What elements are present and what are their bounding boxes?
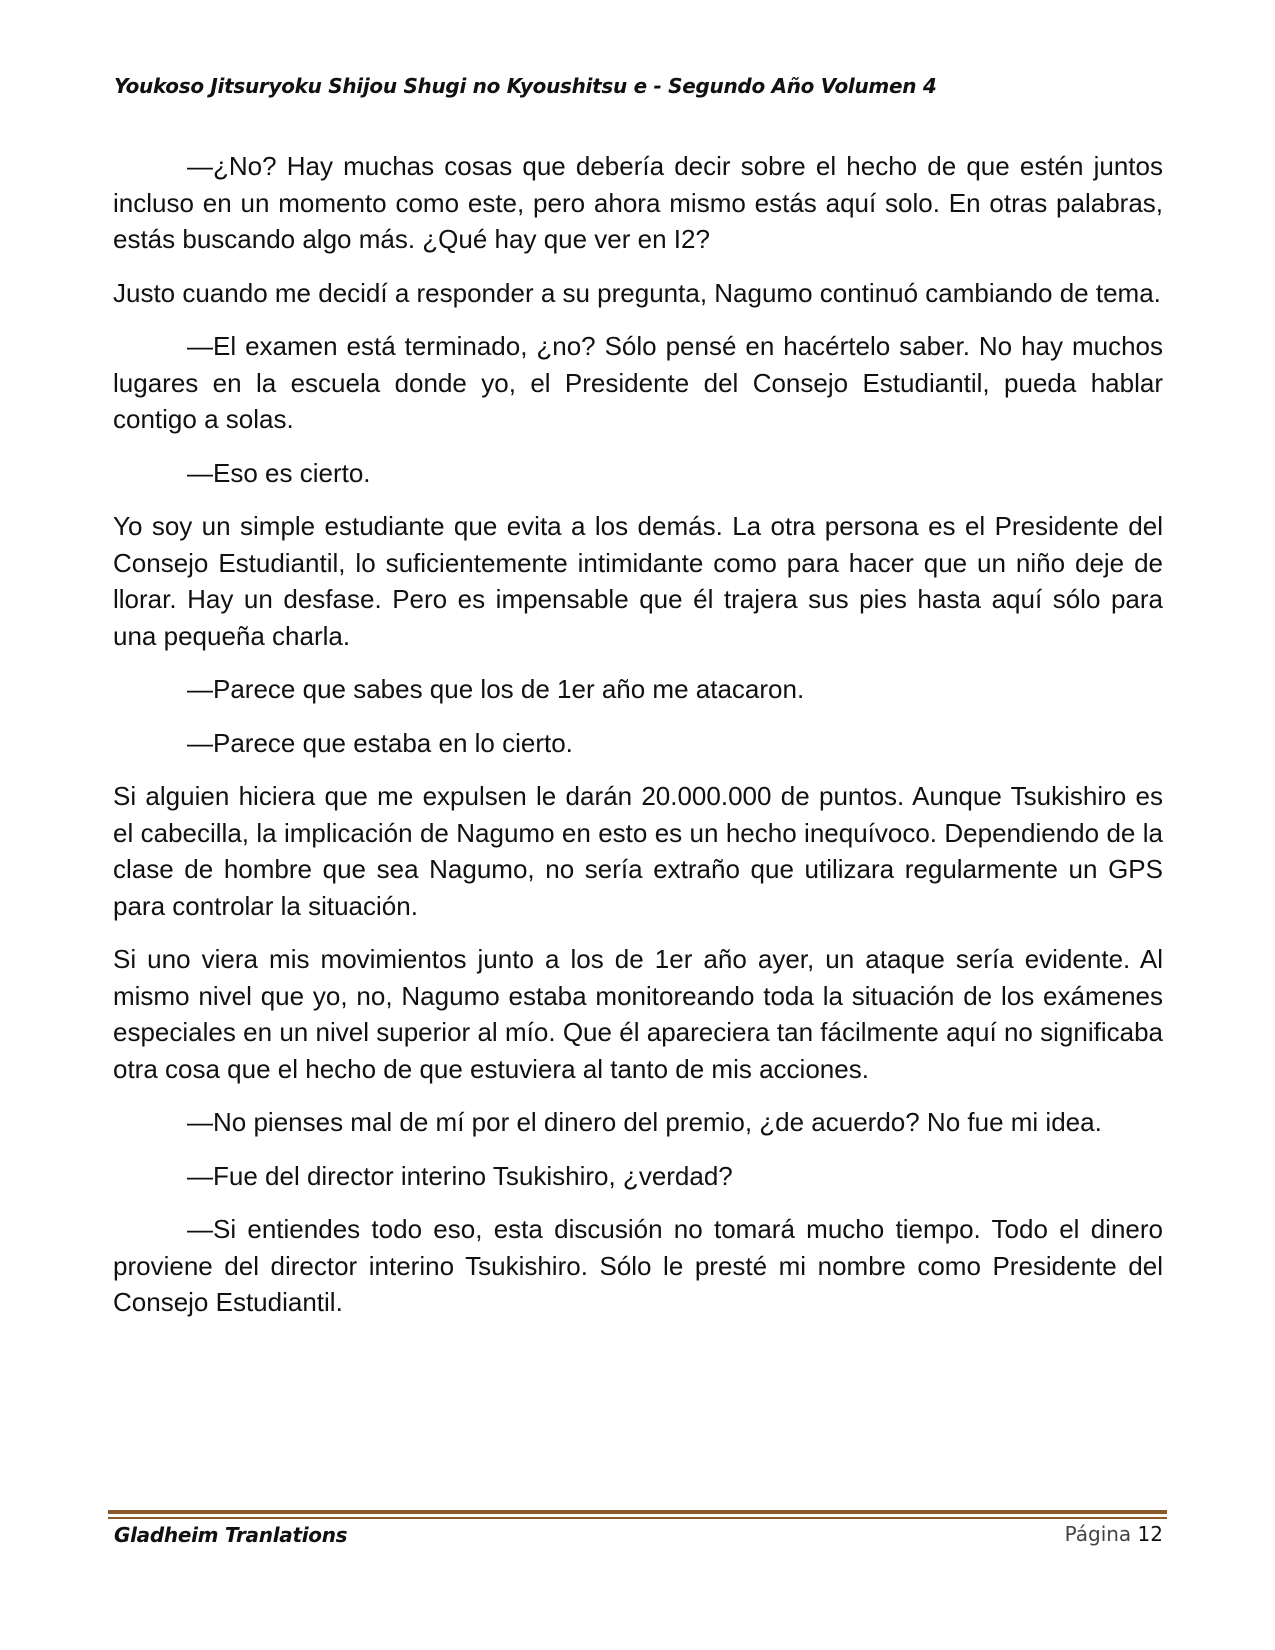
page-body: [113, 148, 1163, 1338]
running-header-title: Youkoso Jitsuryoku Shijou Shugi no Kyoushitsu e - Segundo Año Volumen 4: [114, 74, 937, 98]
footer-credit: Gladheim Tranlations: [114, 1523, 348, 1547]
paragraph-10: —No pienses mal de mí por el dinero del premio, ¿de acuerdo? No fue mi idea.: [187, 1107, 1102, 1137]
paragraph-9: Si uno viera mis movimientos junto a los de 1er año ayer, un ataque sería evidente. Al mismo nivel que yo, no, Nagumo estaba monitoreando toda la situación de los exámenes especiales en un nivel superior al mío. Que él apareciera tan fácilmente aquí no significaba otra cosa que el hecho de que estuviera al tanto de mis acciones.: [113, 944, 1163, 1084]
footer-divider-thick: [108, 1510, 1167, 1514]
paragraph-8: Si alguien hiciera que me expulsen le darán 20.000.000 de puntos. Aunque Tsukishiro es el cabecilla, la implicación de Nagumo en esto es un hecho inequívoco. Dependiendo de la clase de hombre que sea Nagumo, no sería extraño que utilizara regularmente un GPS para controlar la situación.: [113, 781, 1163, 921]
paragraph-5: Yo soy un simple estudiante que evita a los demás. La otra persona es el Presidente del Consejo Estudiantil, lo suficientemente intimidante como para hacer que un niño deje de llorar. Hay un desfase. Pero es impensable que él trajera sus pies hasta aquí sólo para una pequeña charla.: [113, 511, 1163, 651]
paragraph-3: —El examen está terminado, ¿no? Sólo pensé en hacértelo saber. No hay muchos lugares en la escuela donde yo, el Presidente del Consejo Estudiantil, pueda hablar contigo a solas.: [113, 331, 1163, 434]
paragraph-4: —Eso es cierto.: [187, 457, 371, 488]
paragraph-12: —Si entiendes todo eso, esta discusión no tomará mucho tiempo. Todo el dinero proviene del director interino Tsukishiro. Sólo le presté mi nombre como Presidente del Consejo Estudiantil.: [113, 1214, 1163, 1317]
page-number-block: [1065, 1522, 1163, 1546]
footer-divider-thin: [108, 1517, 1167, 1519]
paragraph-11: —Fue del director interino Tsukishiro, ¿verdad?: [187, 1160, 733, 1191]
paragraph-6: —Parece que sabes que los de 1er año me atacaron.: [187, 674, 805, 704]
page-label: Página: [1064, 1522, 1132, 1546]
page-number: 12: [1137, 1522, 1163, 1546]
paragraph-1: —¿No? Hay muchas cosas que debería decir sobre el hecho de que estén juntos incluso en un momento como este, pero ahora mismo estás aquí solo. En otras palabras, estás buscando algo más. ¿Qué hay que ver en I2?: [113, 151, 1163, 254]
paragraph-2: Justo cuando me decidí a responder a su pregunta, Nagumo continuó cambiando de tema.: [113, 277, 1161, 308]
paragraph-7: —Parece que estaba en lo cierto.: [187, 727, 573, 758]
